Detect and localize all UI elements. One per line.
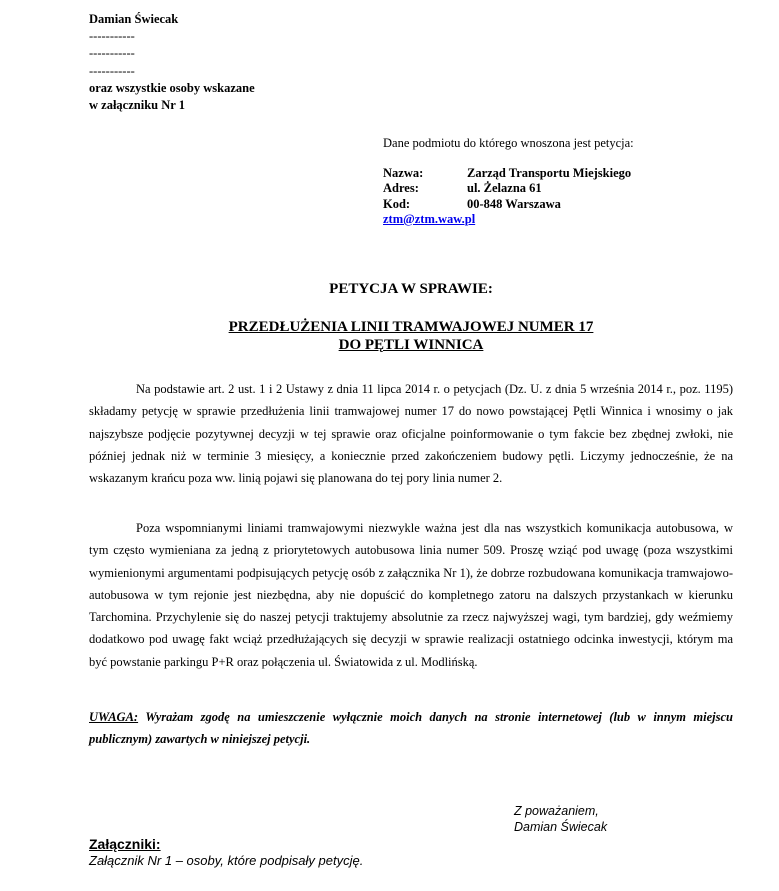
closing-greeting: Z poważaniem, (514, 804, 599, 818)
recipient-address-value: ul. Żelazna 61 (467, 181, 542, 195)
recipient-name-value: Zarząd Transportu Miejskiego (467, 165, 632, 180)
petition-subject-line-2: DO PĘTLI WINNICA (338, 337, 484, 353)
recipient-details (383, 166, 631, 213)
recipient-email-link[interactable]: ztm@ztm.waw.pl (383, 212, 476, 226)
attachments-title: Załączniki: (89, 836, 161, 852)
sender-line-2: ----------- (89, 46, 135, 61)
recipient-name-label: Nazwa: (383, 165, 424, 180)
petition-title: PETYCJA W SPRAWIE: (329, 281, 493, 297)
closing-signature-name: Damian Świecak (514, 820, 608, 834)
recipient-address-row (383, 181, 631, 197)
recipient-name-row (383, 166, 631, 182)
sender-line-3: ----------- (89, 63, 135, 78)
attachment-item-1: Załącznik Nr 1 – osoby, które podpisały petycję. (89, 853, 364, 868)
petition-subject-line-1: PRZEDŁUŻENIA LINII TRAMWAJOWEJ NUMER 17 (228, 319, 594, 335)
petition-subject (0, 318, 779, 354)
sender-name: Damian Świecak (89, 12, 179, 26)
recipient-code-row (383, 197, 631, 213)
closing-block (514, 803, 607, 835)
recipient-address-label: Adres: (383, 181, 419, 195)
sender-line-1: ----------- (89, 29, 135, 44)
consent-note (89, 706, 733, 750)
body-paragraph-1: Na podstawie art. 2 ust. 1 i 2 Ustawy z dnia 11 lipca 2014 r. o petycjach (Dz. U. z dnia 5 września 2014 r., poz. 1195) składamy petycję w sprawie przedłużenia linii tramwajowej numer 17 do nowo powstającej Pętli Winnica i wnosimy o jak najszybsze podjęcie pozytywnej decyzji w tej sprawie oraz oficjalne poinformowanie o tym fakcie bez zbędnej zwłoki, nie później jednak niż w terminie 3 miesięcy, a koniecznie przed zakończeniem budowy pętli. Liczymy jednocześnie, że na wskazanym krańcu poza ww. linią pojawi się planowana do tej pory linia numer 2. (89, 382, 733, 486)
recipient-block (383, 136, 634, 228)
consent-note-text: Wyrażam zgodę na umieszczenie wyłącznie moich danych na stronie internetowej (lub w innym miejscu publicznym) zawartych w niniejszej petycji. (89, 710, 733, 746)
recipient-intro: Dane podmiotu do którego wnoszona jest petycja: (383, 136, 634, 150)
recipient-code-value: 00-848 Warszawa (467, 196, 561, 211)
recipient-code-label: Kod: (383, 196, 411, 211)
sender-block (89, 11, 255, 114)
sender-others-line-1: oraz wszystkie osoby wskazane (89, 80, 255, 95)
consent-note-label: UWAGA: (89, 710, 139, 724)
sender-others-line-2: w załączniku Nr 1 (89, 98, 185, 113)
body-paragraph-2: Poza wspomnianymi liniami tramwajowymi niezwykle ważna jest dla nas wszystkich komunikacja autobusowa, w tym często wymieniana za jedną z priorytetowych autobusowa linia numer 509. Proszę wziąć pod uwagę (poza wszystkimi wymienionymi argumentami podpisujących petycję osób z załącznika Nr 1), że dobrze rozbudowana komunikacja tramwajowo-autobusowa w tym rejonie jest niezbędna, aby nie dopuścić do kompletnego zatoru na dalszych przystankach w kierunku Tarchomina. Przychylenie się do naszej petycji traktujemy absolutnie za rzecz najwyższej wagi, tym bardziej, gdy weźmiemy dodatkowo pod uwagę fakt wciąż przedłużających się decyzji w sprawie realizacji ostatniego odcinka inwestycji, którym ma być powstanie parkingu P+R oraz połączenia ul. Światowida z ul. Modlińską. (89, 521, 733, 669)
